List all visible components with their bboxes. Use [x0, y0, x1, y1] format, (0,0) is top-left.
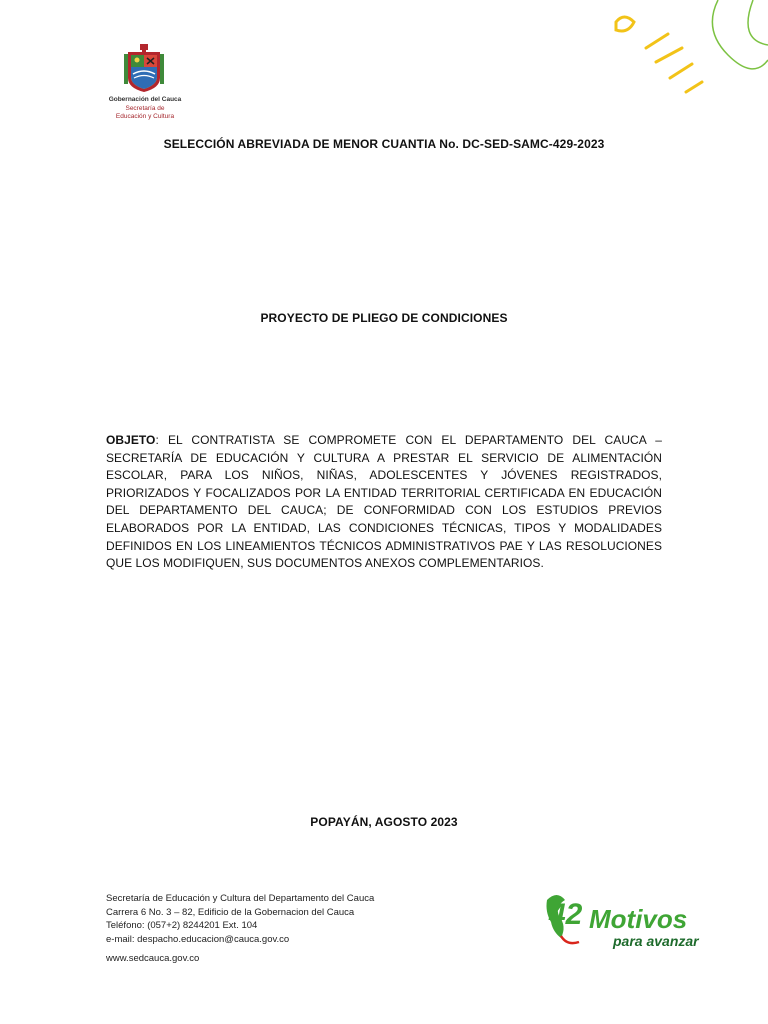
footer-line-email: e-mail: despacho.educacion@cauca.gov.co: [106, 933, 290, 945]
objeto-paragraph: [106, 432, 662, 573]
footer-line-phone: Teléfono: (057+2) 8244201 Ext. 104: [106, 920, 258, 931]
objeto-label: OBJETO: [106, 433, 156, 447]
footer-website-link[interactable]: www.sedcauca.gov.co: [106, 953, 200, 964]
footer-contact: [106, 892, 426, 966]
motivos-brand-logo: [543, 886, 703, 956]
document-title: SELECCIÓN ABREVIADA DE MENOR CUANTIA No. DC-SED-SAMC-429-2023: [163, 137, 605, 151]
brand-word: Motivos: [589, 904, 688, 934]
decorative-swirl-icon: [588, 0, 768, 110]
logo-subtitle-line-1: Secretaría de: [125, 105, 165, 112]
logo-subtitle: [100, 105, 190, 121]
gobernacion-logo: [100, 40, 190, 132]
logo-name: Gobernación del Cauca: [108, 96, 182, 103]
footer-line-address: Carrera 6 No. 3 – 82, Edificio de la Gobernacion del Cauca: [106, 906, 355, 918]
document-subtitle: PROYECTO DE PLIEGO DE CONDICIONES: [260, 311, 508, 325]
place-and-date: POPAYÁN, AGOSTO 2023: [310, 815, 458, 829]
footer-line-entity: Secretaría de Educación y Cultura del Departamento del Cauca: [106, 893, 375, 904]
brand-number: 42: [549, 898, 583, 931]
coat-of-arms-icon: [122, 44, 166, 94]
objeto-text: : EL CONTRATISTA SE COMPROMETE CON EL DEPARTAMENTO DEL CAUCA – SECRETARÍA DE EDUCACIÓN Y CULTURA A PRESTAR EL SERVICIO DE ALIMENTACIÓN ESCOLAR, PARA LOS NIÑOS, NIÑAS, ADOLESCENTES Y JÓVENES REGISTRADOS, PRIORIZADOS Y FOCALIZADOS POR LA ENTIDAD TERRITORIAL CERTIFICADA EN EDUCACIÓN DEL DEPARTAMENTO DEL CAUCA; DE CONFORMIDAD CON LOS ESTUDIOS PREVIOS ELABORADOS POR LA ENTIDAD, LAS CONDICIONES TÉCNICAS, TIPOS Y MODALIDADES DEFINIDOS EN LOS LINEAMIENTOS TÉCNICOS ADMINISTRATIVOS PAE Y LAS RESOLUCIONES QUE LOS MODIFIQUEN, SUS DOCUMENTOS ANEXOS COMPLEMENTARIOS.: [106, 433, 662, 571]
brand-tagline: para avanzar: [613, 933, 699, 949]
logo-subtitle-line-2: Educación y Cultura: [115, 113, 175, 120]
